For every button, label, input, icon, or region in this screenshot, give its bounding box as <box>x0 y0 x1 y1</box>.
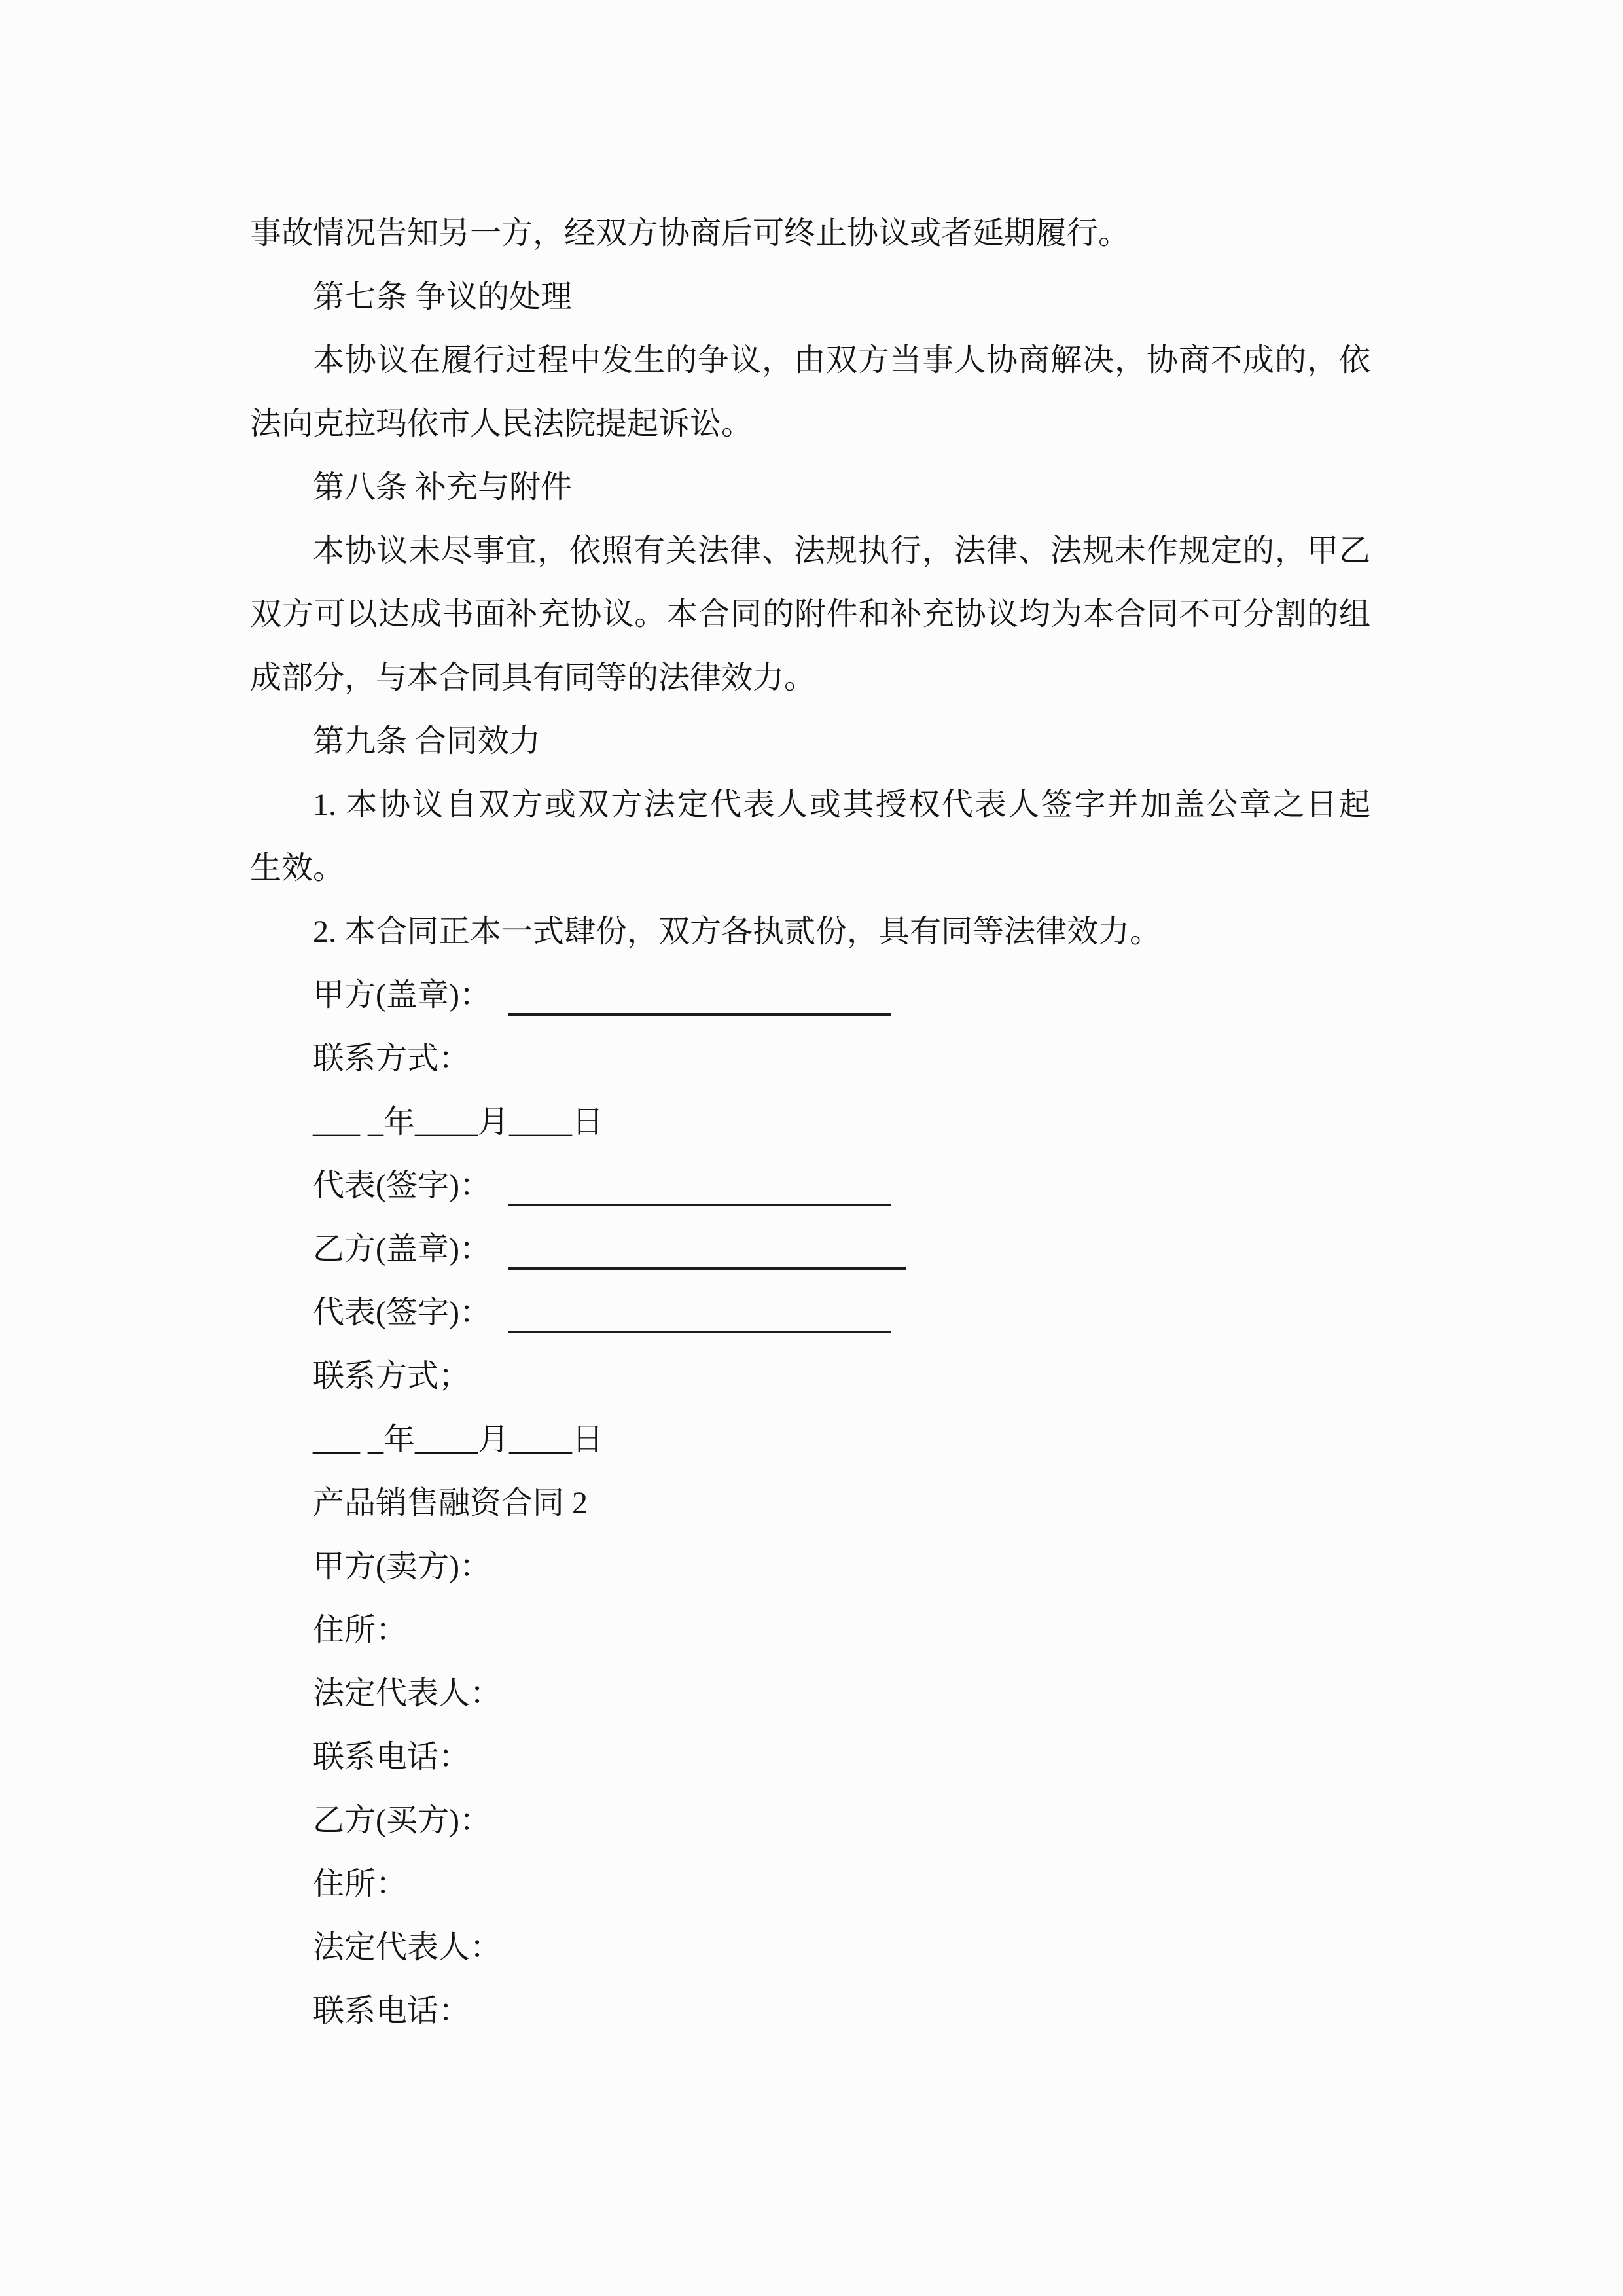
party-b-date-line: ___ _年____月____日 <box>313 1422 604 1457</box>
heading-article-7: 第七条 争议的处理 <box>313 279 573 314</box>
paragraph-force-majeure-end: 事故情况告知另一方，经双方协商后可终止协议或者延期履行。 <box>250 216 1130 251</box>
item-1-effectiveness-cont: 生效。 <box>250 851 345 886</box>
party-a-seal-line <box>250 963 1370 1027</box>
party-a-representative-blank-rule <box>508 1204 891 1206</box>
paragraph-supplement-end: 成部分，与本合同具有同等的法律效力。 <box>250 660 816 695</box>
paragraph-supplement-cont: 双方可以达成书面补充协议。本合同的附件和补充协议均为本合同不可分割的组 <box>250 597 1370 632</box>
paragraph-dispute-resolution-cont: 法向克拉玛依市人民法院提起诉讼。 <box>250 406 753 441</box>
party-b-representative-blank-rule <box>508 1331 891 1333</box>
contract2-party-a-line: 甲方(卖方)： <box>313 1549 491 1584</box>
item-2-copies: 2. 本合同正本一式肆份，双方各执贰份，具有同等法律效力。 <box>313 914 1162 949</box>
party-a-contact-line: 联系方式： <box>313 1041 471 1076</box>
contract-body <box>250 202 1370 2043</box>
paragraph-dispute-resolution: 本协议在履行过程中发生的争议，由双方当事人协商解决，协商不成的，依 <box>313 343 1370 378</box>
contract2-party-a-address-line: 住所： <box>313 1613 408 1647</box>
party-b-seal-blank-rule <box>508 1267 906 1270</box>
party-a-representative-label: 代表(签字)： <box>313 1168 491 1203</box>
party-a-seal-blank-rule <box>508 1013 891 1016</box>
party-a-representative-line <box>250 1154 1370 1217</box>
paragraph-supplement: 本协议未尽事宜，依照有关法律、法规执行，法律、法规未作规定的，甲乙 <box>313 533 1370 568</box>
party-a-seal-label: 甲方(盖章)： <box>313 978 491 1013</box>
contract2-party-b-legal-rep-line: 法定代表人： <box>313 1930 502 1965</box>
party-b-seal-label: 乙方(盖章)： <box>313 1232 491 1266</box>
party-a-date-line: ___ _年____月____日 <box>313 1105 604 1139</box>
contract2-party-b-address-line: 住所： <box>313 1867 408 1901</box>
contract2-party-a-phone-line: 联系电话： <box>313 1740 471 1774</box>
contract2-party-a-legal-rep-line: 法定代表人： <box>313 1676 502 1711</box>
party-b-representative-line <box>250 1281 1370 1344</box>
party-b-contact-line: 联系方式； <box>313 1359 471 1393</box>
contract2-party-b-phone-line: 联系电话： <box>313 1994 471 2028</box>
heading-article-8: 第八条 补充与附件 <box>313 470 573 505</box>
party-b-representative-label: 代表(签字)： <box>313 1295 491 1330</box>
contract-2-title: 产品销售融资合同 2 <box>313 1486 588 1520</box>
party-b-seal-line <box>250 1217 1370 1281</box>
heading-article-9: 第九条 合同效力 <box>313 724 541 759</box>
item-1-effectiveness: 1. 本协议自双方或双方法定代表人或其授权代表人签字并加盖公章之日起 <box>313 787 1370 822</box>
contract2-party-b-line: 乙方(买方)： <box>313 1803 491 1838</box>
